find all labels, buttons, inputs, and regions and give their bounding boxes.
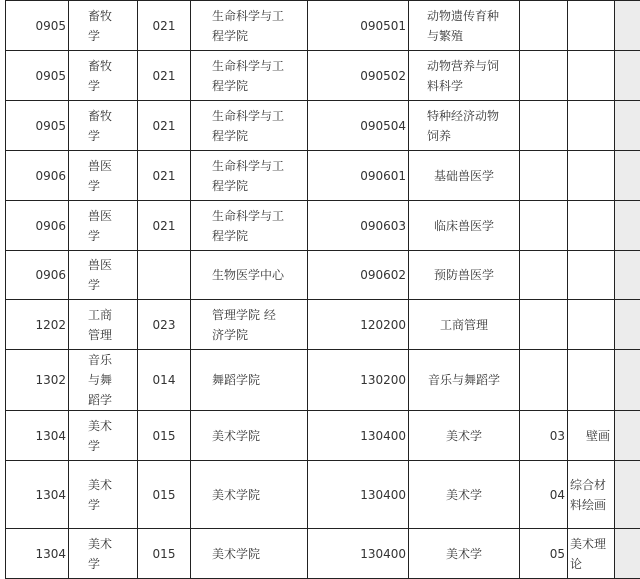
direction-code-cell: 03 (520, 411, 568, 461)
school-cell (191, 350, 308, 411)
direction-name-cell-text: 美术理论 (570, 534, 610, 574)
dept-code-cell: 021 (138, 151, 191, 201)
dept-code-cell: 015 (138, 529, 191, 579)
school-cell-text: 管理学院 经济学院 (212, 305, 286, 345)
direction-name-cell (568, 411, 615, 461)
school-cell-text: 生命科学与工程学院 (212, 206, 286, 246)
subject-code-cell: 1304 (6, 411, 69, 461)
blank-gray-cell (615, 151, 640, 201)
subject-name-cell-text: 畜牧学 (88, 6, 118, 46)
direction-name-cell (568, 529, 615, 579)
subject-name-cell (69, 101, 138, 151)
major-name-cell (409, 201, 520, 251)
subject-name-cell (69, 1, 138, 51)
major-code-cell: 090504 (308, 101, 409, 151)
major-name-cell-text: 美术学 (446, 544, 482, 564)
direction-code-cell (520, 350, 568, 411)
major-code-cell: 130400 (308, 461, 409, 529)
major-name-cell-text: 特种经济动物饲养 (427, 106, 501, 146)
major-code-cell: 090603 (308, 201, 409, 251)
major-name-cell (409, 251, 520, 300)
blank-gray-cell (615, 411, 640, 461)
direction-name-cell (568, 350, 615, 411)
direction-name-cell (568, 1, 615, 51)
major-name-cell (409, 1, 520, 51)
direction-name-cell (568, 461, 615, 529)
subject-name-cell-text: 美术学 (88, 416, 118, 456)
major-code-cell: 120200 (308, 300, 409, 350)
dept-code-cell: 023 (138, 300, 191, 350)
table-row (6, 350, 640, 411)
blank-gray-cell (615, 251, 640, 300)
major-name-cell-text: 美术学 (446, 426, 482, 446)
subject-code-cell: 0906 (6, 151, 69, 201)
subject-name-cell (69, 251, 138, 300)
school-cell (191, 411, 308, 461)
direction-name-cell-text: 综合材料绘画 (570, 475, 610, 515)
subject-name-cell-text: 兽医学 (88, 255, 118, 295)
subject-name-cell-text: 美术学 (88, 475, 118, 515)
subject-code-cell: 0905 (6, 51, 69, 101)
blank-gray-cell (615, 201, 640, 251)
subject-name-cell (69, 151, 138, 201)
school-cell (191, 461, 308, 529)
dept-code-cell: 021 (138, 201, 191, 251)
subject-code-cell: 1304 (6, 461, 69, 529)
school-cell (191, 151, 308, 201)
major-name-cell (409, 411, 520, 461)
major-name-cell-text: 基础兽医学 (434, 166, 494, 186)
major-name-cell-text: 动物营养与饲料科学 (427, 56, 501, 96)
blank-gray-cell (615, 101, 640, 151)
direction-code-cell (520, 201, 568, 251)
table-row (6, 300, 640, 350)
direction-code-cell (520, 101, 568, 151)
direction-name-cell (568, 151, 615, 201)
major-name-cell (409, 300, 520, 350)
major-name-cell (409, 461, 520, 529)
dept-code-cell: 015 (138, 411, 191, 461)
major-name-cell (409, 101, 520, 151)
school-cell-text: 美术学院 (212, 544, 286, 564)
subject-name-cell (69, 51, 138, 101)
school-cell-text: 生命科学与工程学院 (212, 6, 286, 46)
subject-name-cell-text: 兽医学 (88, 156, 118, 196)
table-row (6, 51, 640, 101)
major-name-cell-text: 临床兽医学 (434, 216, 494, 236)
table-row (6, 101, 640, 151)
direction-name-cell (568, 101, 615, 151)
table-row (6, 411, 640, 461)
major-name-cell (409, 51, 520, 101)
major-code-cell: 090602 (308, 251, 409, 300)
major-name-cell (409, 151, 520, 201)
table-row (6, 251, 640, 300)
direction-name-cell (568, 201, 615, 251)
subject-name-cell-text: 兽医学 (88, 206, 118, 246)
direction-name-cell (568, 51, 615, 101)
school-cell-text: 美术学院 (212, 485, 286, 505)
major-name-cell-text: 音乐与舞蹈学 (428, 370, 500, 390)
blank-gray-cell (615, 51, 640, 101)
school-cell (191, 529, 308, 579)
subject-name-cell-text: 美术学 (88, 534, 118, 574)
blank-gray-cell (615, 350, 640, 411)
major-code-cell: 130200 (308, 350, 409, 411)
blank-gray-cell (615, 1, 640, 51)
subject-name-cell (69, 411, 138, 461)
school-cell (191, 300, 308, 350)
major-name-cell-text: 美术学 (446, 485, 482, 505)
school-cell-text: 美术学院 (212, 426, 286, 446)
blank-gray-cell (615, 461, 640, 529)
school-cell (191, 51, 308, 101)
school-cell (191, 201, 308, 251)
blank-gray-cell (615, 529, 640, 579)
program-table (5, 0, 640, 579)
dept-code-cell: 015 (138, 461, 191, 529)
direction-name-cell (568, 300, 615, 350)
subject-name-cell (69, 350, 138, 411)
direction-name-cell (568, 251, 615, 300)
school-cell (191, 251, 308, 300)
dept-code-cell: 021 (138, 1, 191, 51)
table-row (6, 201, 640, 251)
direction-code-cell (520, 151, 568, 201)
subject-name-cell-text: 工商管理 (88, 305, 118, 345)
blank-gray-cell (615, 300, 640, 350)
subject-code-cell: 0906 (6, 201, 69, 251)
subject-code-cell: 0905 (6, 1, 69, 51)
school-cell-text: 生命科学与工程学院 (212, 56, 286, 96)
table-row (6, 1, 640, 51)
direction-code-cell (520, 300, 568, 350)
major-code-cell: 130400 (308, 411, 409, 461)
major-name-cell (409, 350, 520, 411)
direction-code-cell (520, 1, 568, 51)
direction-name-cell-text: 壁画 (570, 426, 610, 446)
subject-name-cell-text: 畜牧学 (88, 106, 118, 146)
school-cell-text: 舞蹈学院 (212, 370, 286, 390)
table-row (6, 461, 640, 529)
table-row (6, 529, 640, 579)
school-cell (191, 101, 308, 151)
subject-code-cell: 1304 (6, 529, 69, 579)
subject-name-cell (69, 300, 138, 350)
subject-code-cell: 0905 (6, 101, 69, 151)
subject-code-cell: 1302 (6, 350, 69, 411)
major-name-cell-text: 预防兽医学 (434, 265, 494, 285)
school-cell-text: 生物医学中心 (212, 265, 286, 285)
major-code-cell: 090601 (308, 151, 409, 201)
dept-code-cell (138, 251, 191, 300)
direction-code-cell (520, 51, 568, 101)
major-name-cell-text: 动物遗传育种与繁殖 (427, 6, 501, 46)
school-cell-text: 生命科学与工程学院 (212, 106, 286, 146)
direction-code-cell (520, 251, 568, 300)
subject-name-cell-text: 音乐与舞蹈学 (88, 350, 118, 410)
subject-name-cell (69, 529, 138, 579)
subject-name-cell (69, 461, 138, 529)
dept-code-cell: 021 (138, 101, 191, 151)
school-cell-text: 生命科学与工程学院 (212, 156, 286, 196)
subject-name-cell (69, 201, 138, 251)
dept-code-cell: 014 (138, 350, 191, 411)
major-code-cell: 090501 (308, 1, 409, 51)
major-name-cell (409, 529, 520, 579)
major-name-cell-text: 工商管理 (440, 315, 488, 335)
subject-code-cell: 1202 (6, 300, 69, 350)
school-cell (191, 1, 308, 51)
table-body (6, 1, 640, 579)
direction-code-cell: 05 (520, 529, 568, 579)
major-code-cell: 090502 (308, 51, 409, 101)
direction-code-cell: 04 (520, 461, 568, 529)
major-code-cell: 130400 (308, 529, 409, 579)
dept-code-cell: 021 (138, 51, 191, 101)
table-row (6, 151, 640, 201)
subject-name-cell-text: 畜牧学 (88, 56, 118, 96)
subject-code-cell: 0906 (6, 251, 69, 300)
